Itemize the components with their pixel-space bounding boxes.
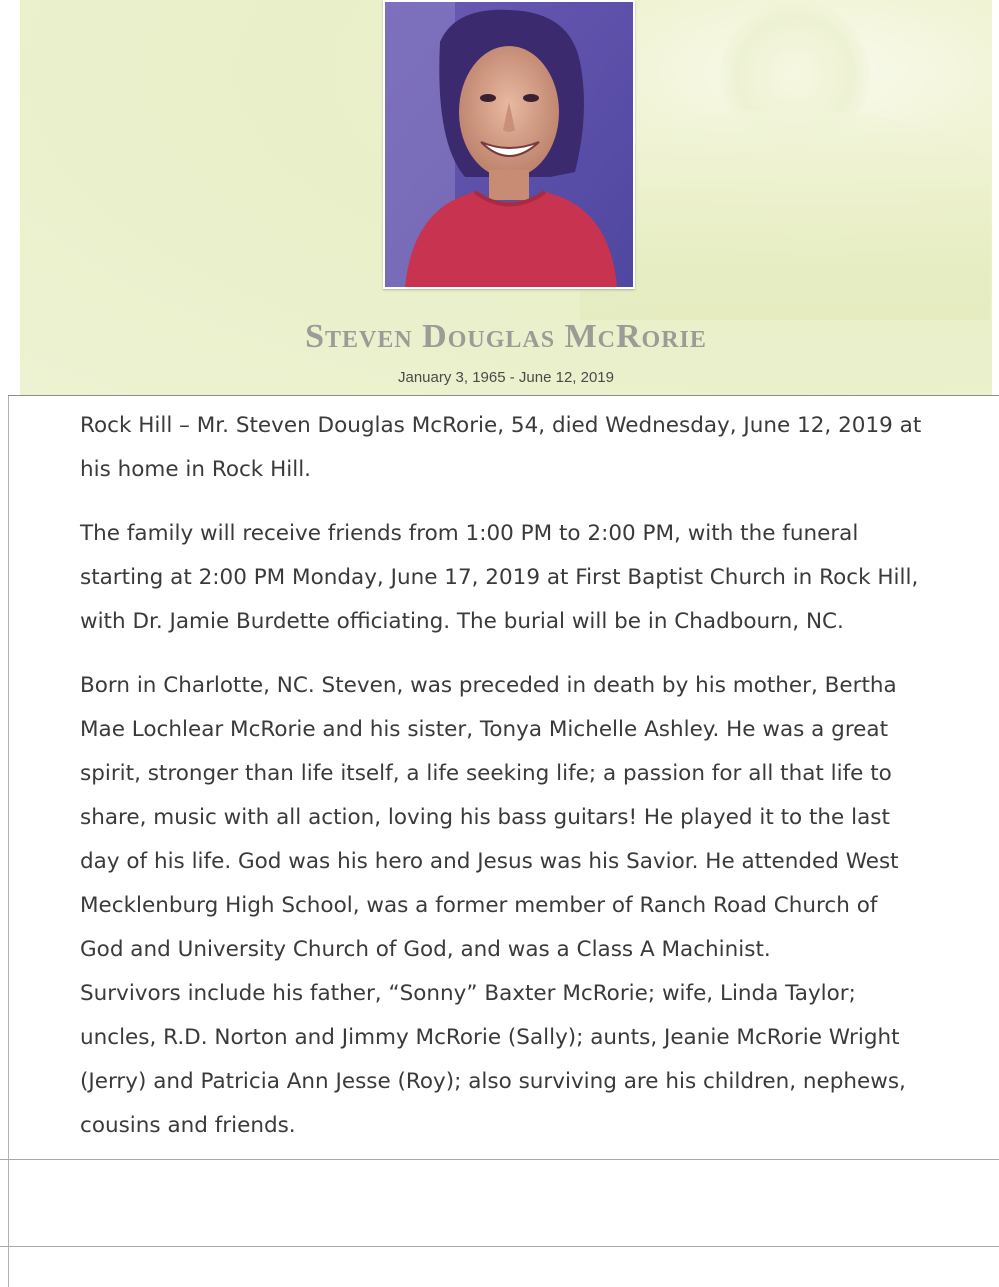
page-edge-line bbox=[8, 396, 9, 1287]
portrait-photo-image bbox=[385, 2, 633, 287]
obituary-paragraph: The family will receive friends from 1:00 PM to 2:00 PM, with the funeral starting at 2:00 PM Monday, June 17, 2019 at First Baptist Church in Rock Hill, with Dr. Jamie Burdette officiating. The burial will be in Chadbourn, NC. bbox=[80, 521, 919, 634]
portrait-photo bbox=[383, 0, 635, 289]
obituary-paragraph: Survivors include his father, “Sonny” Baxter McRorie; wife, Linda Taylor; uncles, R.D. Norton and Jimmy McRorie (Sally); aunts, Jeanie McRorie Wright (Jerry) and Patricia Ann Jesse (Roy); also surviving are his children, nephews, cousins and friends. bbox=[80, 981, 906, 1138]
scan-fold-line bbox=[0, 1246, 999, 1247]
scan-fold-line bbox=[0, 1159, 999, 1160]
deceased-name: Steven Douglas McRorie bbox=[305, 318, 707, 355]
divider-line bbox=[8, 395, 999, 396]
obituary-paragraph: Rock Hill – Mr. Steven Douglas McRorie, 54, died Wednesday, June 12, 2019 at his home in Rock Hill. bbox=[80, 413, 922, 482]
life-dates: January 3, 1965 - June 12, 2019 bbox=[398, 369, 614, 386]
obituary-paragraph: Born in Charlotte, NC. Steven, was preceded in death by his mother, Bertha Mae Lochlear McRorie and his sister, Tonya Michelle Ashley. He was a great spirit, stronger than life itself, a life seeking life; a passion for all that life to share, music with all action, loving his bass guitars! He played it to the last day of his life. God was his hero and Jesus was his Savior. He attended West Mecklenburg High School, was a former member of Ranch Road Church of God and University Church of God, and was a Class A Machinist. bbox=[80, 673, 899, 962]
candle-graphic bbox=[580, 110, 990, 320]
obituary-text bbox=[80, 404, 925, 1148]
